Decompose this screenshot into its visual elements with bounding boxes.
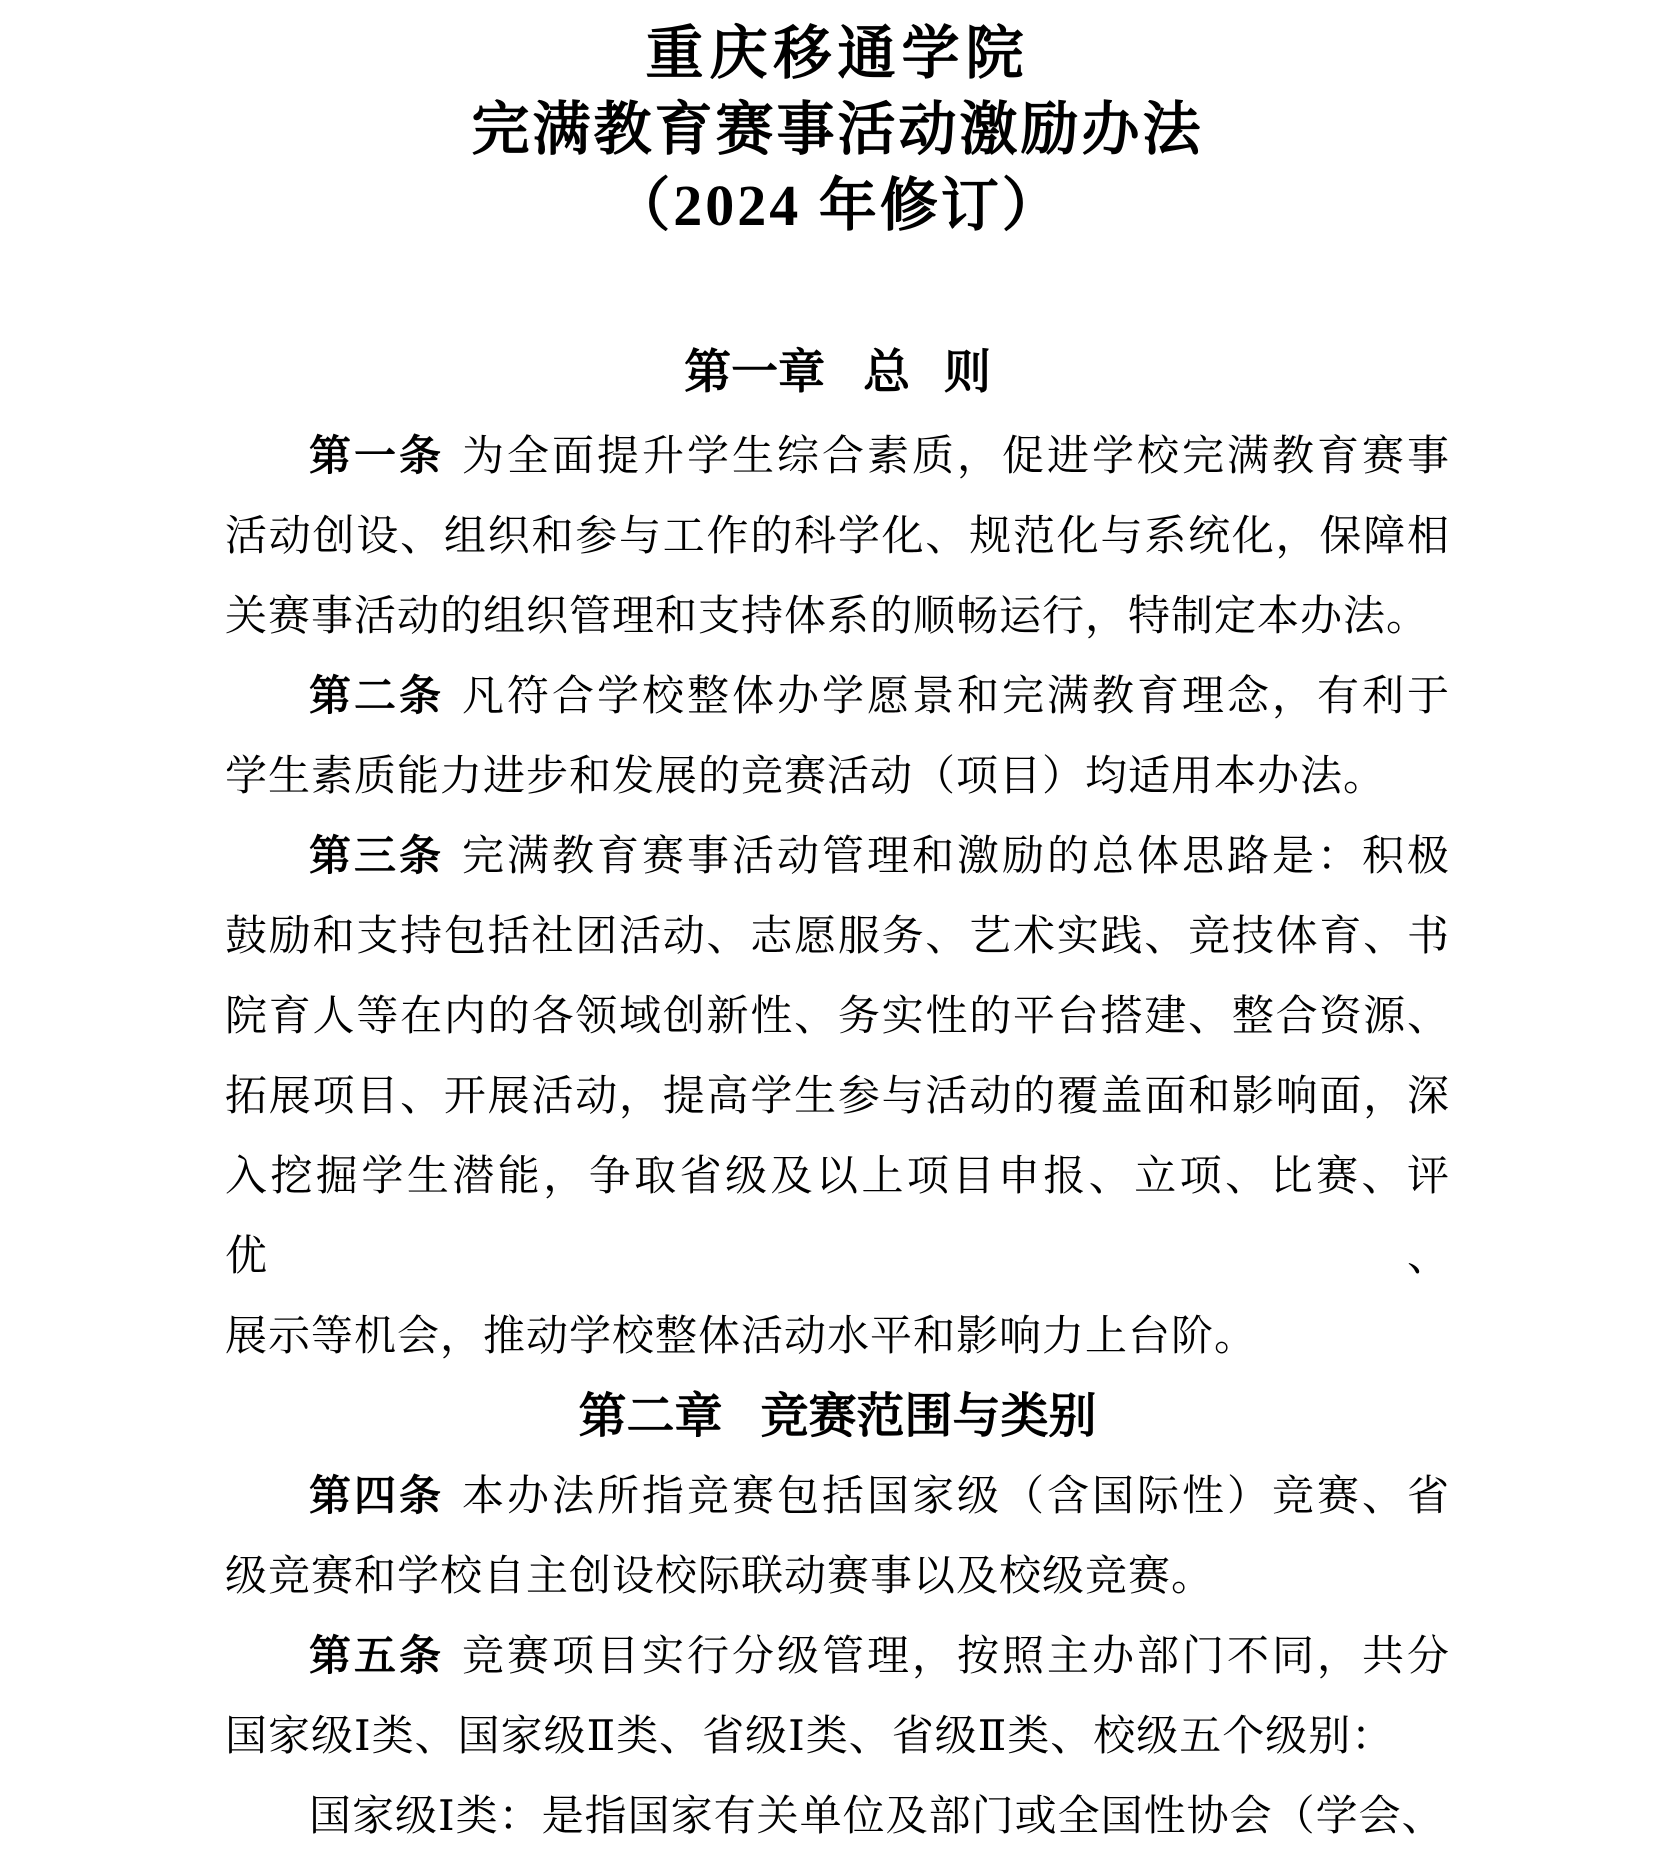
article-paragraph	[225, 1777, 1450, 1857]
paragraph-line	[225, 1617, 1450, 1697]
paragraph-line	[225, 657, 1450, 737]
chapter-heading-2	[225, 1377, 1450, 1457]
chapter-heading-1	[225, 333, 1450, 413]
chapter-title: 总 则	[863, 347, 991, 399]
article-label: 第三条	[309, 834, 444, 880]
paragraph-line	[225, 817, 1450, 897]
paragraph-line: 学生素质能力进步和发展的竞赛活动（项目）均适用本办法。	[225, 754, 1387, 800]
article-paragraph	[225, 1457, 1450, 1617]
paragraph-line: 级竞赛和学校自主创设校际联动赛事以及校级竞赛。	[225, 1554, 1215, 1600]
line-text: 凡符合学校整体办学愿景和完满教育理念，有利于	[462, 674, 1450, 720]
line-text: 竞赛项目实行分级管理，按照主办部门不同，共分	[462, 1634, 1450, 1680]
article-paragraph	[225, 657, 1450, 817]
paragraph-line: 展示等机会，推动学校整体活动水平和影响力上台阶。	[225, 1314, 1258, 1360]
article-label: 第四条	[309, 1474, 444, 1520]
paragraph-line: 入挖掘学生潜能，争取省级及以上项目申报、立项、比赛、评优、	[225, 1154, 1450, 1280]
title-line: 重庆移通学院	[645, 21, 1030, 86]
paragraph-line: 关赛事活动的组织管理和支持体系的顺畅运行，特制定本办法。	[225, 594, 1430, 640]
paragraph-line: 拓展项目、开展活动，提高学生参与活动的覆盖面和影响面，深	[225, 1074, 1450, 1120]
line-text: 本办法所指竞赛包括国家级（含国际性）竞赛、省	[462, 1474, 1450, 1520]
paragraph-line	[225, 1457, 1450, 1537]
paragraph-line: 鼓励和支持包括社团活动、志愿服务、艺术实践、竞技体育、书	[225, 914, 1450, 960]
title-line: 完满教育赛事活动激励办法	[471, 97, 1204, 162]
paragraph-line: 院育人等在内的各领域创新性、务实性的平台搭建、整合资源、	[225, 994, 1450, 1040]
article-paragraph	[225, 817, 1450, 1377]
paragraph-line: 国家级Ⅰ类：是指国家有关单位及部门或全国性协会（学会、	[309, 1794, 1445, 1840]
article-label: 第二条	[309, 674, 444, 720]
line-text: 完满教育赛事活动管理和激励的总体思路是：积极	[462, 834, 1450, 880]
chapter-number: 第二章	[578, 1390, 723, 1443]
line-text: 为全面提升学生综合素质，促进学校完满教育赛事	[462, 434, 1450, 480]
document-title	[225, 16, 1450, 244]
paragraph-line	[225, 417, 1450, 497]
article-label: 第五条	[309, 1634, 444, 1680]
title-line: （2024 年修订）	[612, 173, 1063, 238]
paragraph-line: 活动创设、组织和参与工作的科学化、规范化与系统化，保障相	[225, 514, 1450, 560]
article-paragraph	[225, 417, 1450, 657]
paragraph-line: 国家级Ⅰ类、国家级Ⅱ类、省级Ⅰ类、省级Ⅱ类、校级五个级别：	[225, 1714, 1395, 1760]
article-paragraph	[225, 1617, 1450, 1777]
chapter-number: 第一章	[684, 347, 826, 399]
chapter-title: 竞赛范围与类别	[760, 1390, 1097, 1443]
article-label: 第一条	[309, 434, 444, 480]
